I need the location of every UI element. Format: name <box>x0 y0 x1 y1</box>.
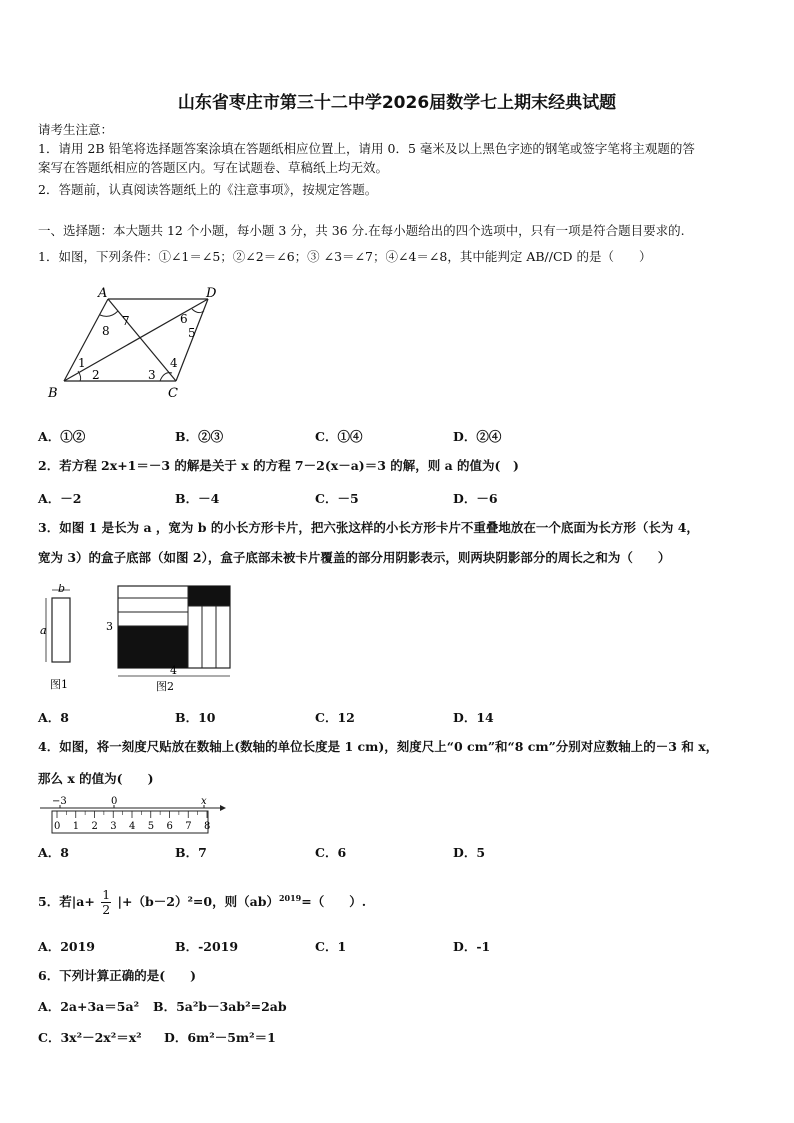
ruler-tick-label: 4 <box>129 821 136 832</box>
figure-2-label: 图2 <box>156 680 174 693</box>
option-b: B．-2019 <box>175 939 239 954</box>
ruler-tick-label: 8 <box>204 821 211 832</box>
fraction-one-half <box>101 888 111 917</box>
question-2-options <box>38 489 738 505</box>
option-d: D．14 <box>453 710 494 725</box>
question-6-stem: 6．下列计算正确的是( ) <box>38 968 197 983</box>
notice-heading: 请考生注意： <box>38 122 114 137</box>
shaded-region-top-right <box>188 586 230 606</box>
q5-middle: |+（b－2）²=0，则（ab） <box>117 894 279 909</box>
angle-arc-d <box>192 309 204 313</box>
fraction-numerator: 1 <box>102 887 111 902</box>
question-2-stem: 2．若方程 2x+1＝－3 的解是关于 x 的方程 7－2(x－a)＝3 的解，则 a 的值为( ) <box>38 458 519 473</box>
ruler-tick-label: 0 <box>54 821 61 832</box>
option-a: A．－2 <box>38 491 82 506</box>
option-d: D．-1 <box>453 939 491 954</box>
angle-1-label: 1 <box>78 356 86 370</box>
page-title: 山东省枣庄市第三十二中学2026届数学七上期末经典试题 <box>177 93 617 113</box>
angle-5-label: 5 <box>188 326 196 340</box>
point-a-label: A <box>98 286 108 301</box>
point-d-label: D <box>206 286 217 301</box>
option-c: C．①④ <box>315 429 363 444</box>
section-heading: 一、选择题：本大题共 12 个小题，每小题 3 分，共 36 分.在每小题给出的四个选项中，只有一项是符合题目要求的. <box>38 223 685 238</box>
point-b-label: B <box>48 386 58 401</box>
question-4-figure <box>38 794 228 836</box>
question-6-option-a: A．2a+3a＝5a² <box>38 999 140 1014</box>
q5-ending: =（ ）. <box>301 894 367 909</box>
ruler-tick-label: 5 <box>147 821 155 832</box>
question-5-stem <box>38 888 366 917</box>
label-b: b <box>58 584 66 595</box>
ruler-tick-label: 2 <box>91 821 98 832</box>
question-6-option-c: C．3x²－2x²＝x² <box>38 1030 142 1045</box>
option-c: C．12 <box>315 710 355 725</box>
question-4-options <box>38 843 738 859</box>
figure-1-label: 图1 <box>50 678 68 691</box>
q5-exponent: 2019 <box>278 892 302 903</box>
question-6-option-b: B．5a²b－3ab²=2ab <box>153 999 287 1014</box>
question-6-option-d: D．6m²－5m²＝1 <box>164 1030 276 1045</box>
label-a: a <box>40 624 47 637</box>
shaded-region-bottom-left <box>118 626 188 668</box>
card-rectangle <box>52 598 70 662</box>
fraction-denominator: 2 <box>102 902 111 917</box>
option-a: A．2019 <box>38 939 95 954</box>
option-d: D．5 <box>453 845 486 860</box>
ruler-tick-label: 7 <box>185 821 192 832</box>
axis-arrow <box>220 805 226 811</box>
angle-7-label: 7 <box>122 314 130 328</box>
option-b: B．－4 <box>175 491 220 506</box>
option-a: A．①② <box>38 429 86 444</box>
label-4: 4 <box>170 664 177 677</box>
question-3-figure-1 <box>36 584 86 694</box>
option-a: A．8 <box>38 710 69 725</box>
question-1-options <box>38 427 738 443</box>
option-b: B．②③ <box>175 429 224 444</box>
notice-item-1-cont: 案写在答题纸相应的答题区内。写在试题卷、草稿纸上均无效。 <box>38 160 389 175</box>
angle-2-label: 2 <box>92 368 100 382</box>
ruler-tick-label: 1 <box>72 821 80 832</box>
q5-prefix: 5．若|a+ <box>38 894 95 909</box>
option-d: D．－6 <box>453 491 498 506</box>
option-b: B．7 <box>175 845 207 860</box>
option-c: C．6 <box>315 845 347 860</box>
angle-3-label: 3 <box>148 368 156 382</box>
point-c-label: C <box>168 386 178 401</box>
question-3-stem-line-2: 宽为 3）的盒子底部（如图 2），盒子底部未被卡片覆盖的部分用阴影表示，则两块阴影部分的周长之和为（ ） <box>38 550 671 565</box>
axis-label-0: 0 <box>111 796 118 807</box>
option-d: D．②④ <box>453 429 502 444</box>
angle-arc-b <box>78 371 81 381</box>
question-3-figure-2 <box>102 584 242 696</box>
question-1-figure <box>40 285 240 405</box>
question-4-stem-line-2: 那么 x 的值为( ) <box>38 771 154 786</box>
ruler-tick-label: 3 <box>110 821 117 832</box>
question-1-stem: 1．如图，下列条件：①∠1＝∠5；②∠2＝∠6；③ ∠3＝∠7；④∠4＝∠8，其中能判定 AB//CD 的是（ ） <box>38 249 652 264</box>
option-a: A．8 <box>38 845 69 860</box>
angle-4-label: 4 <box>170 356 178 370</box>
angle-8-label: 8 <box>102 324 110 338</box>
notice-item-2: 2．答题前，认真阅读答题纸上的《注意事项》，按规定答题。 <box>38 182 378 197</box>
option-c: C．1 <box>315 939 347 954</box>
option-b: B．10 <box>175 710 216 725</box>
question-3-stem-line-1: 3．如图 1 是长为 a ，宽为 b 的小长方形卡片，把六张这样的小长方形卡片不重叠地放在一个底面为长方形（长为 4， <box>38 520 699 535</box>
question-3-options <box>38 708 738 724</box>
ruler-tick-label: 6 <box>166 821 173 832</box>
axis-label-minus-3: −3 <box>52 796 67 807</box>
notice-item-1: 1．请用 2B 铅笔将选择题答案涂填在答题纸相应位置上，请用 0．5 毫米及以上黑色字迹的钢笔或签字笔将主观题的答 <box>38 141 695 156</box>
option-c: C．－5 <box>315 491 359 506</box>
question-4-stem-line-1: 4．如图，将一刻度尺贴放在数轴上(数轴的单位长度是 1 cm)，刻度尺上“0 cm”和“8 cm”分别对应数轴上的－3 和 x， <box>38 739 719 754</box>
label-3: 3 <box>106 620 113 633</box>
question-5-options <box>38 937 738 953</box>
axis-label-x: x <box>201 796 207 807</box>
angle-6-label: 6 <box>180 312 188 326</box>
angle-arc-a <box>100 311 118 316</box>
